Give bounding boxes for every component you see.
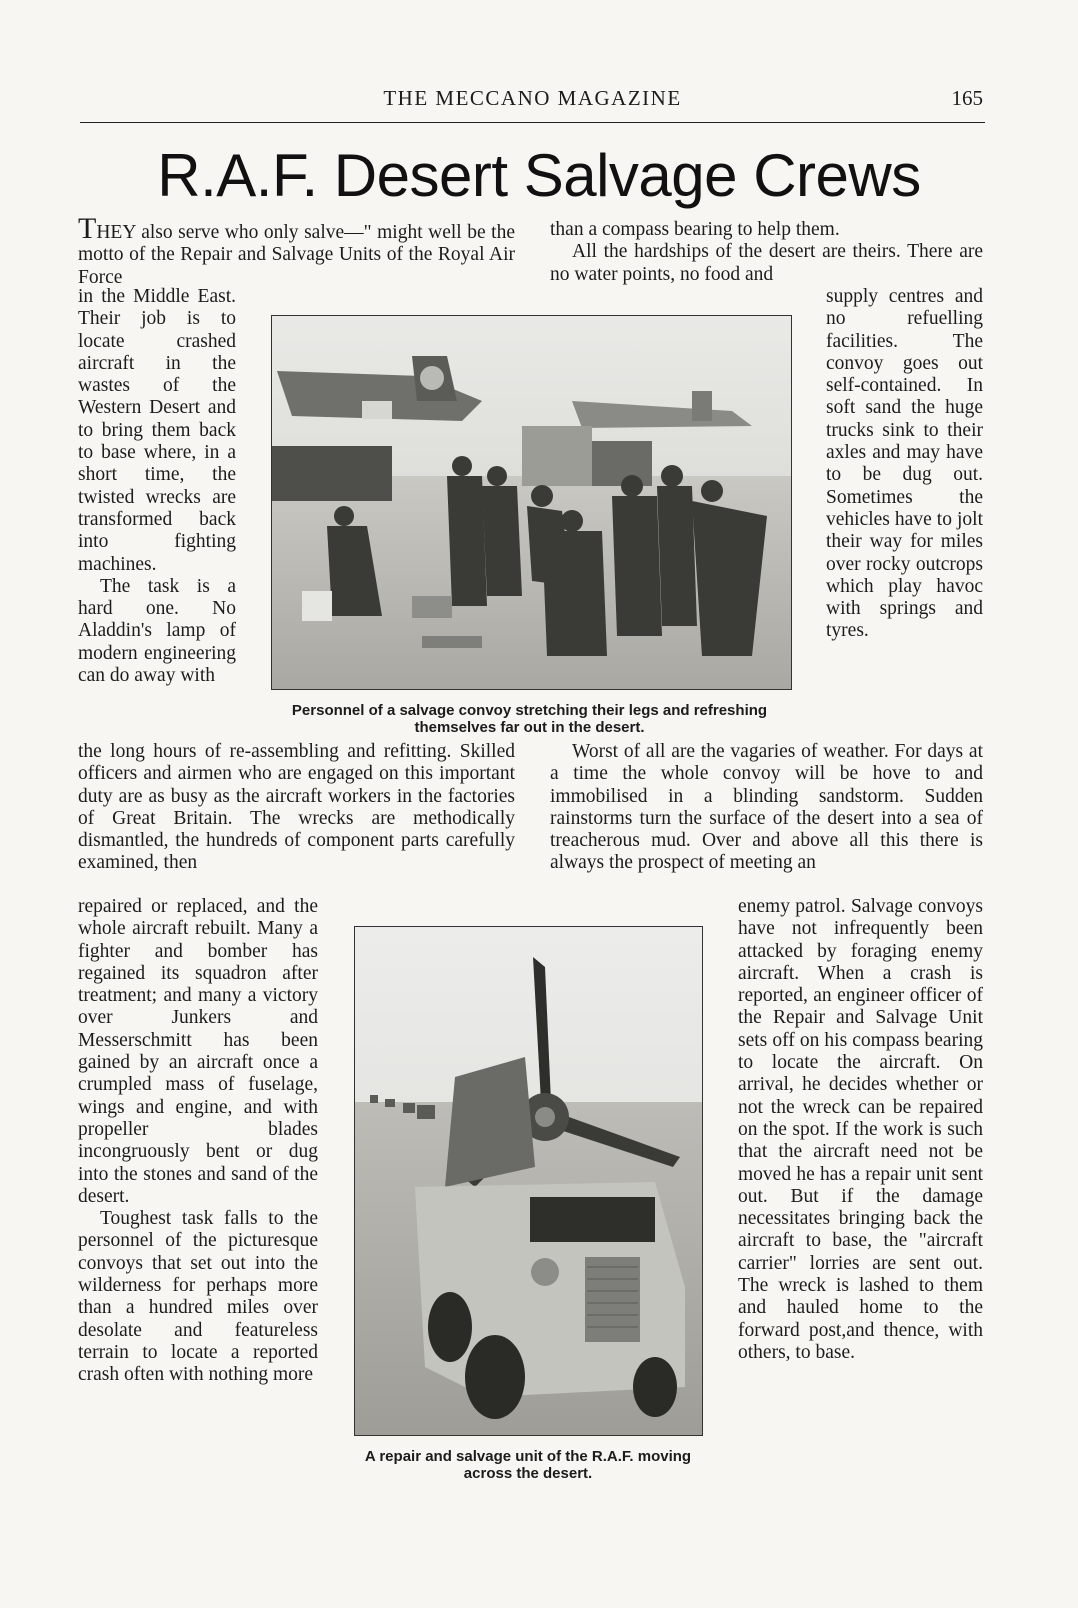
paragraph-patrol: enemy patrol. Salvage convoys have not infrequently been attacked by foraging enemy aircraft. When a crash is reported, an engineer officer of the Repair and Salvage Unit sets off on his compass bearing to locate the aircraft. On arrival, he decides whether or not the wreck can be repaired on the spot. If the work is such that the aircraft need not be moved he has a repair unit sent out. But if the damage necessitates bringing back the aircraft to base, the "aircraft carrier" lorries are sent out. The wreck is lashed to them and hauled home to the forward post,and thence, with others, to base. [738, 896, 983, 1363]
right-bottom-column [738, 896, 983, 1364]
article-title: R.A.F. Desert Salvage Crews [157, 142, 921, 209]
intro-text: HEY also serve who only salve—" might well be the motto of the Repair and Salvage Units of the Royal Air Force [78, 222, 515, 288]
paragraph-toughest: Toughest task falls to the personnel of the picturesque convoys that set out into the wilderness for perhaps more than a hundred miles over desolate and featureless terrain to locate a reported crash often with nothing more [78, 1208, 318, 1386]
photo-salvage-personnel-caption: Personnel of a salvage convoy stretching their legs and refreshing themselves far out in the desert. [291, 702, 768, 736]
paragraph-supply: supply centres and no refuelling facilities. The convoy goes out self-contained. In soft sand the huge trucks sink to their axles and may have to be dug out. Sometimes the vehicles have to jolt their way for miles over rocky outcrops which play havoc with springs and tyres. [826, 286, 983, 642]
left-mid-column [78, 741, 515, 875]
magazine-title: THE MECCANO MAGAZINE [383, 86, 682, 110]
paragraph-rebuilt: repaired or replaced, and the whole aircraft rebuilt. Many a fighter and bomber has regained its squadron after treatment; and many a victory over Junkers and Messerschmitt has been gained by an aircraft once a crumpled mass of fuselage, wings and engine, and with propeller blades incongruously bent or dug into the stones and sand of the desert. [78, 896, 318, 1207]
right-mid-column [550, 741, 983, 875]
drop-cap: T [78, 212, 97, 245]
paragraph-hardships: All the hardships of the desert are theirs. There are no water points, no food and [550, 241, 983, 285]
paragraph-weather: Worst of all are the vagaries of weather. For days at a time the whole convoy will be hove to and immobilised in a blinding sandstorm. Sudden rainstorms turn the surface of the desert into a sea of treacherous mud. Over and above all this there is always the prospect of meeting an [550, 741, 983, 874]
right-narrow-column [826, 286, 983, 643]
paragraph-reassembling: the long hours of re-assembling and refitting. Skilled officers and airmen who are engaged on this important duty are as busy as the aircraft workers in the factories of Great Britain. The wrecks are methodically dismantled, the hundreds of component parts carefully examined, then [78, 741, 515, 874]
paragraph-compass: than a compass bearing to help them. [550, 219, 840, 240]
photo-convoy-image [355, 927, 702, 1435]
right-top-column [550, 219, 983, 286]
photo-salvage-personnel [271, 315, 792, 690]
photo-salvage-convoy [354, 926, 703, 1436]
left-intro [78, 212, 515, 289]
photo-salvage-convoy-caption: A repair and salvage unit of the R.A.F. moving across the desert. [364, 1448, 692, 1482]
left-bottom-column [78, 896, 318, 1387]
left-narrow-column [78, 286, 236, 687]
page-number: 165 [951, 86, 983, 110]
photo-personnel-image [272, 316, 791, 689]
paragraph-task: The task is a hard one. No Aladdin's lamp of modern engineering can do away with [78, 575, 236, 687]
paragraph-job: in the Middle East. Their job is to locate crashed aircraft in the wastes of the Western Desert and to bring them back to base where, in a short time, the twisted wrecks are transformed back into fighting machines. [78, 286, 236, 575]
page-header [80, 86, 985, 123]
